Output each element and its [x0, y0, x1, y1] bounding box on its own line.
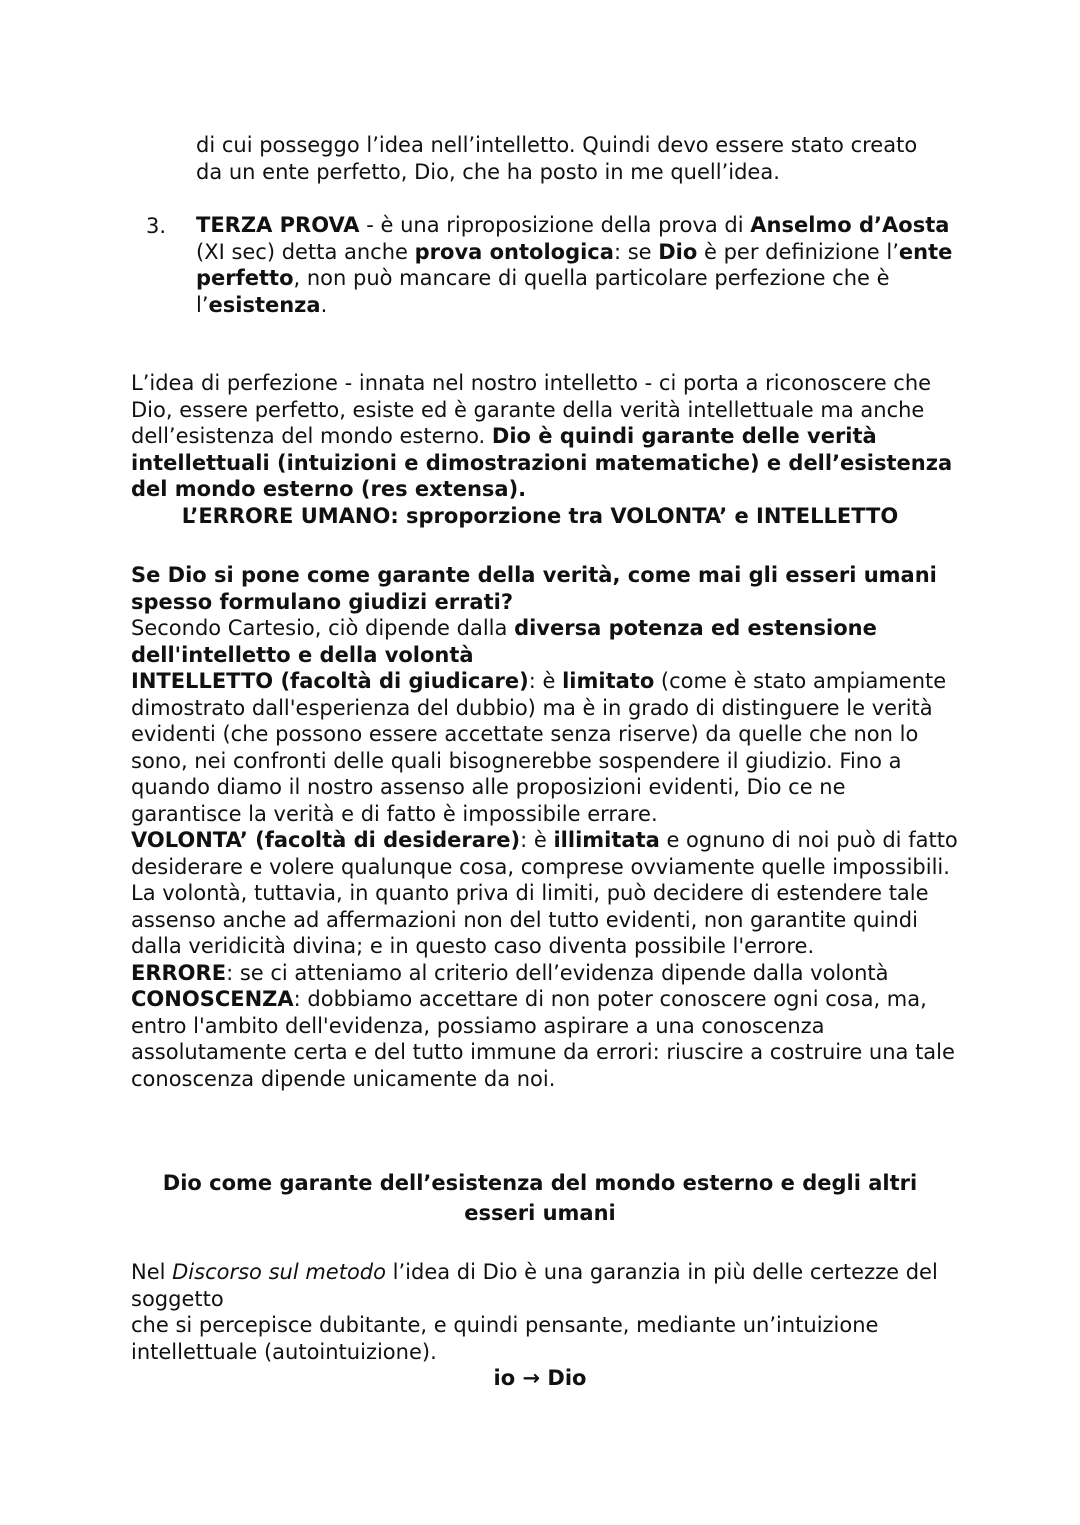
heading-error: L’ERRORE UMANO: sproporzione tra VOLONTA’ e INTELLETTO	[181, 504, 899, 528]
discorso-title: Discorso sul metodo	[172, 1260, 386, 1284]
third-proof-paragraph: TERZA PROVA - è una riproposizione della prova di Anselmo d’Aosta (XI sec) detta anche prova ontologica: se Dio è per definizione l’ente perfetto, non può mancare di quella particolare perfezione che è l’esistenza.	[196, 213, 953, 317]
io-dio-arrow: io → Dio	[493, 1366, 587, 1390]
discorso-paragraph: Nel Discorso sul metodo l’idea di Dio è una garanzia in più delle certezze del soggetto che si percepisce dubitante, e quindi pensante, mediante un’intuizione intellettuale (autointuizione).	[131, 1260, 938, 1364]
anselmo: Anselmo d’Aosta	[750, 213, 950, 237]
third-proof-title: TERZA PROVA	[196, 213, 360, 237]
intro-line-2: da un ente perfetto, Dio, che ha posto in me quell’idea.	[196, 159, 780, 184]
prova-ontologica: prova ontologica	[414, 239, 614, 264]
heading-world: Dio come garante dell’esistenza del mondo esterno e degli altri esseri umani	[162, 1171, 918, 1225]
perfection-paragraph: L’idea di perfezione - innata nel nostro intelletto - ci porta a riconoscere che Dio, essere perfetto, esiste ed è garante della verità intellettuale ma anche dell’esistenza del mondo esterno. Dio è quindi garante delle verità intellettuali (intuizioni e dimostrazioni matematiche) e dell’esistenza del mondo esterno (res extensa).	[131, 371, 953, 501]
cartesio-line: Secondo Cartesio, ciò dipende dalla diversa potenza ed estensione dell'intelletto e della volontà	[131, 616, 877, 667]
error-section	[131, 562, 961, 1092]
list-number: 3.	[146, 214, 167, 238]
perfection-bold: Dio è quindi garante delle verità intellettuali (intuizioni e dimostrazioni matematiche) e dell’esistenza del mondo esterno (res extensa).	[131, 424, 953, 501]
intelletto-paragraph: INTELLETTO (facoltà di giudicare): è limitato (come è stato ampiamente dimostrato dall'esperienza del dubbio) ma è in grado di distinguere le verità evidenti (che possono essere accettate senza riserve) da quelle che non lo sono, nei confronti delle quali bisognerebbe sospendere il giudizio. Fino a quando diamo il nostro assenso alle proposizioni evidenti, Dio ce ne garantisce la verità e di fatto è impossibile errare.	[131, 669, 947, 826]
intro-paragraph	[196, 132, 956, 185]
volonta-paragraph: VOLONTA’ (facoltà di desiderare): è illimitata e ognuno di noi può di fatto desiderare e volere qualunque cosa, comprese ovviamente quelle impossibili. La volontà, tuttavia, in quanto priva di limiti, può decidere di estendere tale assenso anche ad affermazioni non del tutto evidenti, non garantite quindi dalla veridicità divina; e in questo caso diventa possibile l'errore.	[131, 828, 958, 958]
errore-line: ERRORE: se ci atteniamo al criterio dell’evidenza dipende dalla volontà	[131, 960, 889, 985]
error-question: Se Dio si pone come garante della verità, come mai gli esseri umani spesso formulano giudizi errati?	[131, 563, 937, 614]
intro-line-1: di cui posseggo l’idea nell’intelletto. Quindi devo essere stato creato	[196, 133, 918, 157]
conoscenza-paragraph: CONOSCENZA: dobbiamo accettare di non poter conoscere ogni cosa, ma, entro l'ambito dell'evidenza, possiamo aspirare a una conoscenza assolutamente certa e del tutto immune da errori: riuscire a costruire una tale conoscenza dipende unicamente da noi.	[131, 987, 955, 1091]
